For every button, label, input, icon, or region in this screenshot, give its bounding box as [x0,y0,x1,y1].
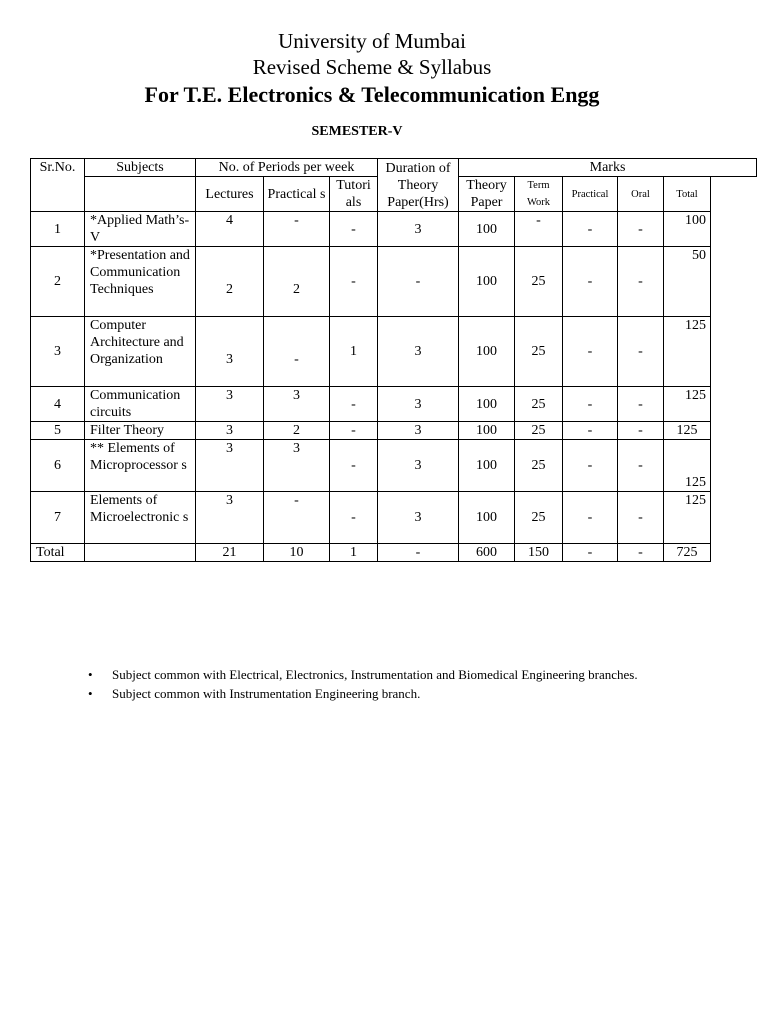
cell-srno: 6 [31,440,85,492]
header-practical: Practical [563,177,618,212]
cell-practicals: 3 [264,440,330,492]
cell-practicals: 2 [264,422,330,440]
cell-duration: 3 [378,212,459,247]
cell-practical: - [563,247,618,317]
table-row [31,422,757,440]
cell-duration: 3 [378,317,459,387]
total-subject-blank [85,544,196,562]
cell-practicals: - [264,492,330,544]
cell-oral: - [618,317,664,387]
total-lectures: 21 [196,544,264,562]
course-title: For T.E. Electronics & Telecommunication Engg [144,82,600,107]
total-oral: - [618,544,664,562]
table-row [31,317,757,387]
cell-subject: *Applied Math’s-V [85,212,196,247]
cell-practical: - [563,492,618,544]
cell-oral: - [618,422,664,440]
total-row [31,544,757,562]
cell-termwork: - [515,212,563,247]
cell-tutorials: 1 [330,317,378,387]
cell-theory: 100 [459,317,515,387]
cell-termwork: 25 [515,422,563,440]
cell-total: 125 [664,440,711,492]
cell-termwork: 25 [515,247,563,317]
cell-total: 50 [664,247,711,317]
cell-subject: Filter Theory [85,422,196,440]
cell-oral: - [618,212,664,247]
cell-practical: - [563,387,618,422]
cell-practicals: 3 [264,387,330,422]
footnote-text: Subject common with Instrumentation Engineering branch. [112,686,421,701]
cell-theory: 100 [459,492,515,544]
table-row [31,440,757,492]
cell-theory: 100 [459,247,515,317]
cell-practical: - [563,212,618,247]
semester-heading: SEMESTER-V [311,124,403,139]
cell-theory: 100 [459,212,515,247]
cell-practicals: - [264,317,330,387]
university-title: University of Mumbai [278,29,466,53]
footnote-text: Subject common with Electrical, Electronics, Instrumentation and Biomedical Engineering branches. [112,667,638,682]
header-srno: Sr.No. [31,159,85,212]
total-tutorials: 1 [330,544,378,562]
cell-lectures: 4 [196,212,264,247]
scheme-table [30,158,757,562]
bullet-icon: • [88,667,93,682]
header-tutorials: Tutori als [330,177,378,212]
cell-srno: 2 [31,247,85,317]
cell-termwork: 25 [515,492,563,544]
cell-oral: - [618,440,664,492]
header-subjects: Subjects [85,159,196,177]
table-row [31,247,757,317]
cell-duration: 3 [378,492,459,544]
footnote-item [88,686,678,702]
cell-termwork: 25 [515,317,563,387]
table-row [31,212,757,247]
cell-subject: ** Elements of Microprocessor s [85,440,196,492]
cell-duration: 3 [378,440,459,492]
cell-srno: 7 [31,492,85,544]
cell-total: 125 [664,492,711,544]
total-label: Total [31,544,85,562]
header-oral: Oral [618,177,664,212]
cell-lectures: 3 [196,422,264,440]
header-subjects-blank [85,177,196,212]
cell-theory: 100 [459,422,515,440]
cell-srno: 3 [31,317,85,387]
footnotes-list [88,667,678,705]
cell-lectures: 3 [196,440,264,492]
cell-duration: 3 [378,387,459,422]
cell-total: 100 [664,212,711,247]
cell-oral: - [618,247,664,317]
cell-tutorials: - [330,440,378,492]
header-row-1 [31,159,757,177]
cell-lectures: 2 [196,247,264,317]
cell-tutorials: - [330,387,378,422]
header-lectures: Lectures [196,177,264,212]
cell-termwork: 25 [515,440,563,492]
cell-duration: - [378,247,459,317]
cell-termwork: 25 [515,387,563,422]
cell-total: 125 [664,387,711,422]
cell-total: 125 [664,317,711,387]
footnote-item [88,667,678,683]
cell-lectures: 3 [196,317,264,387]
cell-practicals: 2 [264,247,330,317]
header-duration: Duration of Theory Paper(Hrs) [378,159,459,212]
cell-practical: - [563,317,618,387]
table-row [31,492,757,544]
cell-oral: - [618,387,664,422]
cell-practical: - [563,422,618,440]
cell-lectures: 3 [196,492,264,544]
cell-theory: 100 [459,440,515,492]
cell-duration: 3 [378,422,459,440]
total-duration: - [378,544,459,562]
cell-theory: 100 [459,387,515,422]
bullet-icon: • [88,686,93,701]
total-practicals: 10 [264,544,330,562]
cell-tutorials: - [330,422,378,440]
cell-subject: Elements of Microelectronic s [85,492,196,544]
cell-oral: - [618,492,664,544]
cell-subject: Communication circuits [85,387,196,422]
header-theory-paper: Theory Paper [459,177,515,212]
cell-srno: 4 [31,387,85,422]
cell-practical: - [563,440,618,492]
header-marks: Marks [459,159,757,177]
cell-tutorials: - [330,212,378,247]
cell-srno: 1 [31,212,85,247]
scheme-subtitle: Revised Scheme & Syllabus [252,55,492,79]
cell-lectures: 3 [196,387,264,422]
header-periods: No. of Periods per week [196,159,378,177]
table-row [31,387,757,422]
header-practicals: Practical s [264,177,330,212]
total-theory: 600 [459,544,515,562]
total-termwork: 150 [515,544,563,562]
cell-tutorials: - [330,492,378,544]
total-practical: - [563,544,618,562]
cell-practicals: - [264,212,330,247]
total-total: 725 [664,544,711,562]
cell-tutorials: - [330,247,378,317]
header-term-work: Term Work [515,177,563,212]
cell-subject: Computer Architecture and Organization [85,317,196,387]
header-total: Total [664,177,711,212]
cell-srno: 5 [31,422,85,440]
cell-total: 125 [664,422,711,440]
cell-subject: *Presentation and Communication Techniques [85,247,196,317]
